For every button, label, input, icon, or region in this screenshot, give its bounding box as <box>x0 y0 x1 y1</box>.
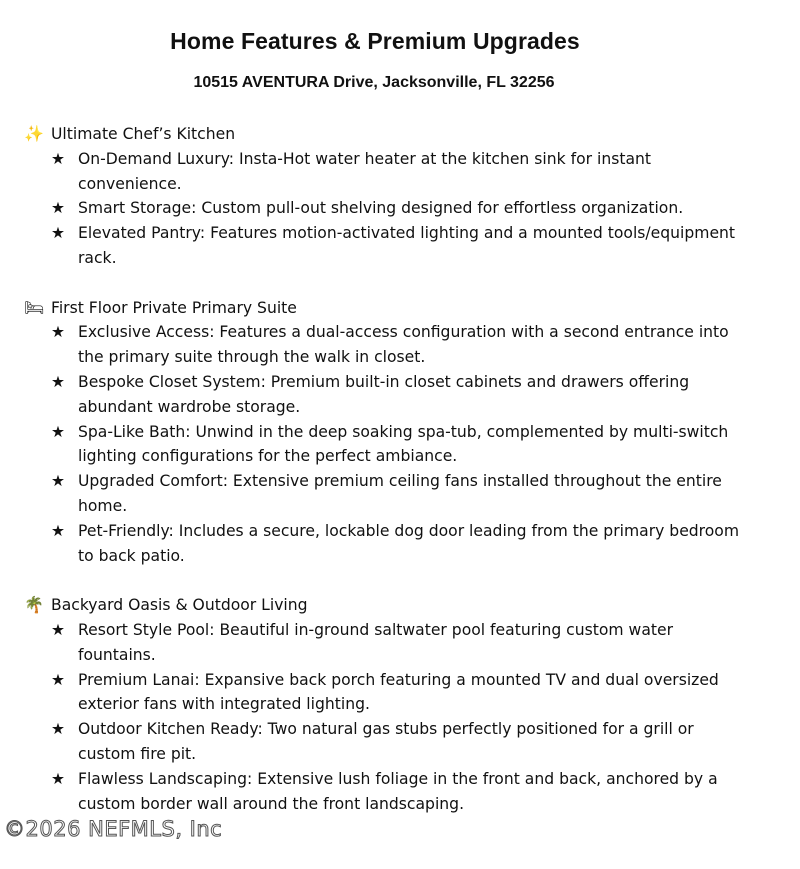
black-star-icon: ★ <box>51 422 65 441</box>
list-item <box>24 221 764 271</box>
black-star-icon: ★ <box>51 224 65 243</box>
palm-tree-icon: 🌴 <box>24 595 44 615</box>
property-address: 10515 AVENTURA Drive, Jacksonville, FL 32256 <box>193 74 555 91</box>
black-star-icon: ★ <box>51 620 65 639</box>
section-title: First Floor Private Primary Suite <box>51 298 297 317</box>
item-text: Upgraded Comfort: Extensive premium ceiling fans installed throughout the entire home. <box>78 472 722 515</box>
black-star-icon: ★ <box>51 769 65 788</box>
item-text: Resort Style Pool: Beautiful in-ground saltwater pool featuring custom water fountains. <box>78 620 673 664</box>
list-item <box>24 717 764 767</box>
black-star-icon: ★ <box>51 323 65 342</box>
section-heading <box>24 593 764 618</box>
item-text: Pet-Friendly: Includes a secure, lockable dog door leading from the primary bedroom to back patio. <box>78 521 740 565</box>
item-text: Elevated Pantry: Features motion-activated lighting and a mounted tools/equipment rack. <box>78 224 736 267</box>
document-title: Home Features & Premium Upgrades <box>170 28 580 54</box>
list-item <box>24 767 764 817</box>
copyright-watermark: ©2026 NEFMLS, Inc <box>4 817 223 841</box>
section-heading <box>24 122 764 147</box>
sparkles-icon: ✨ <box>24 124 44 143</box>
item-text: Premium Lanai: Expansive back porch featuring a mounted TV and dual oversized exterior fans with integrated lighting. <box>78 670 719 714</box>
section-primary-suite <box>24 296 764 569</box>
section-title: Ultimate Chef’s Kitchen <box>51 125 236 143</box>
item-text: Smart Storage: Custom pull-out shelving designed for effortless organization. <box>78 199 684 218</box>
black-star-icon: ★ <box>51 372 65 391</box>
black-star-icon: ★ <box>51 149 65 168</box>
list-item <box>24 668 764 718</box>
section-backyard <box>24 593 764 816</box>
list-item <box>24 420 764 470</box>
item-text: Exclusive Access: Features a dual-access configuration with a second entrance into the primary suite through the walk in closet. <box>78 323 729 367</box>
black-star-icon: ★ <box>51 472 65 491</box>
feature-list <box>24 618 764 816</box>
list-item <box>24 618 764 668</box>
list-item <box>24 370 764 420</box>
black-star-icon: ★ <box>51 199 65 218</box>
black-star-icon: ★ <box>51 720 65 739</box>
black-star-icon: ★ <box>51 521 65 540</box>
section-kitchen <box>24 122 764 271</box>
list-item <box>24 147 764 197</box>
list-item <box>24 519 764 569</box>
feature-list <box>24 320 764 568</box>
item-text: Flawless Landscaping: Extensive lush foliage in the front and back, anchored by a custom border wall around the front landscaping. <box>78 769 718 813</box>
feature-list <box>24 147 764 271</box>
item-text: Bespoke Closet System: Premium built-in closet cabinets and drawers offering abundant wardrobe storage. <box>78 372 690 416</box>
bed-icon: 🛏 <box>24 297 45 317</box>
section-title: Backyard Oasis & Outdoor Living <box>51 596 308 615</box>
item-text: Outdoor Kitchen Ready: Two natural gas stubs perfectly positioned for a grill or custom fire pit. <box>78 720 694 763</box>
item-text: On-Demand Luxury: Insta-Hot water heater at the kitchen sink for instant convenience. <box>78 149 652 193</box>
item-text: Spa-Like Bath: Unwind in the deep soaking spa-tub, complemented by multi-switch lighting configurations for the perfect ambiance. <box>78 422 729 466</box>
section-heading <box>24 296 764 321</box>
list-item <box>24 320 764 370</box>
black-star-icon: ★ <box>51 670 65 689</box>
list-item <box>24 196 764 221</box>
list-item <box>24 469 764 519</box>
feature-sections <box>24 122 764 816</box>
